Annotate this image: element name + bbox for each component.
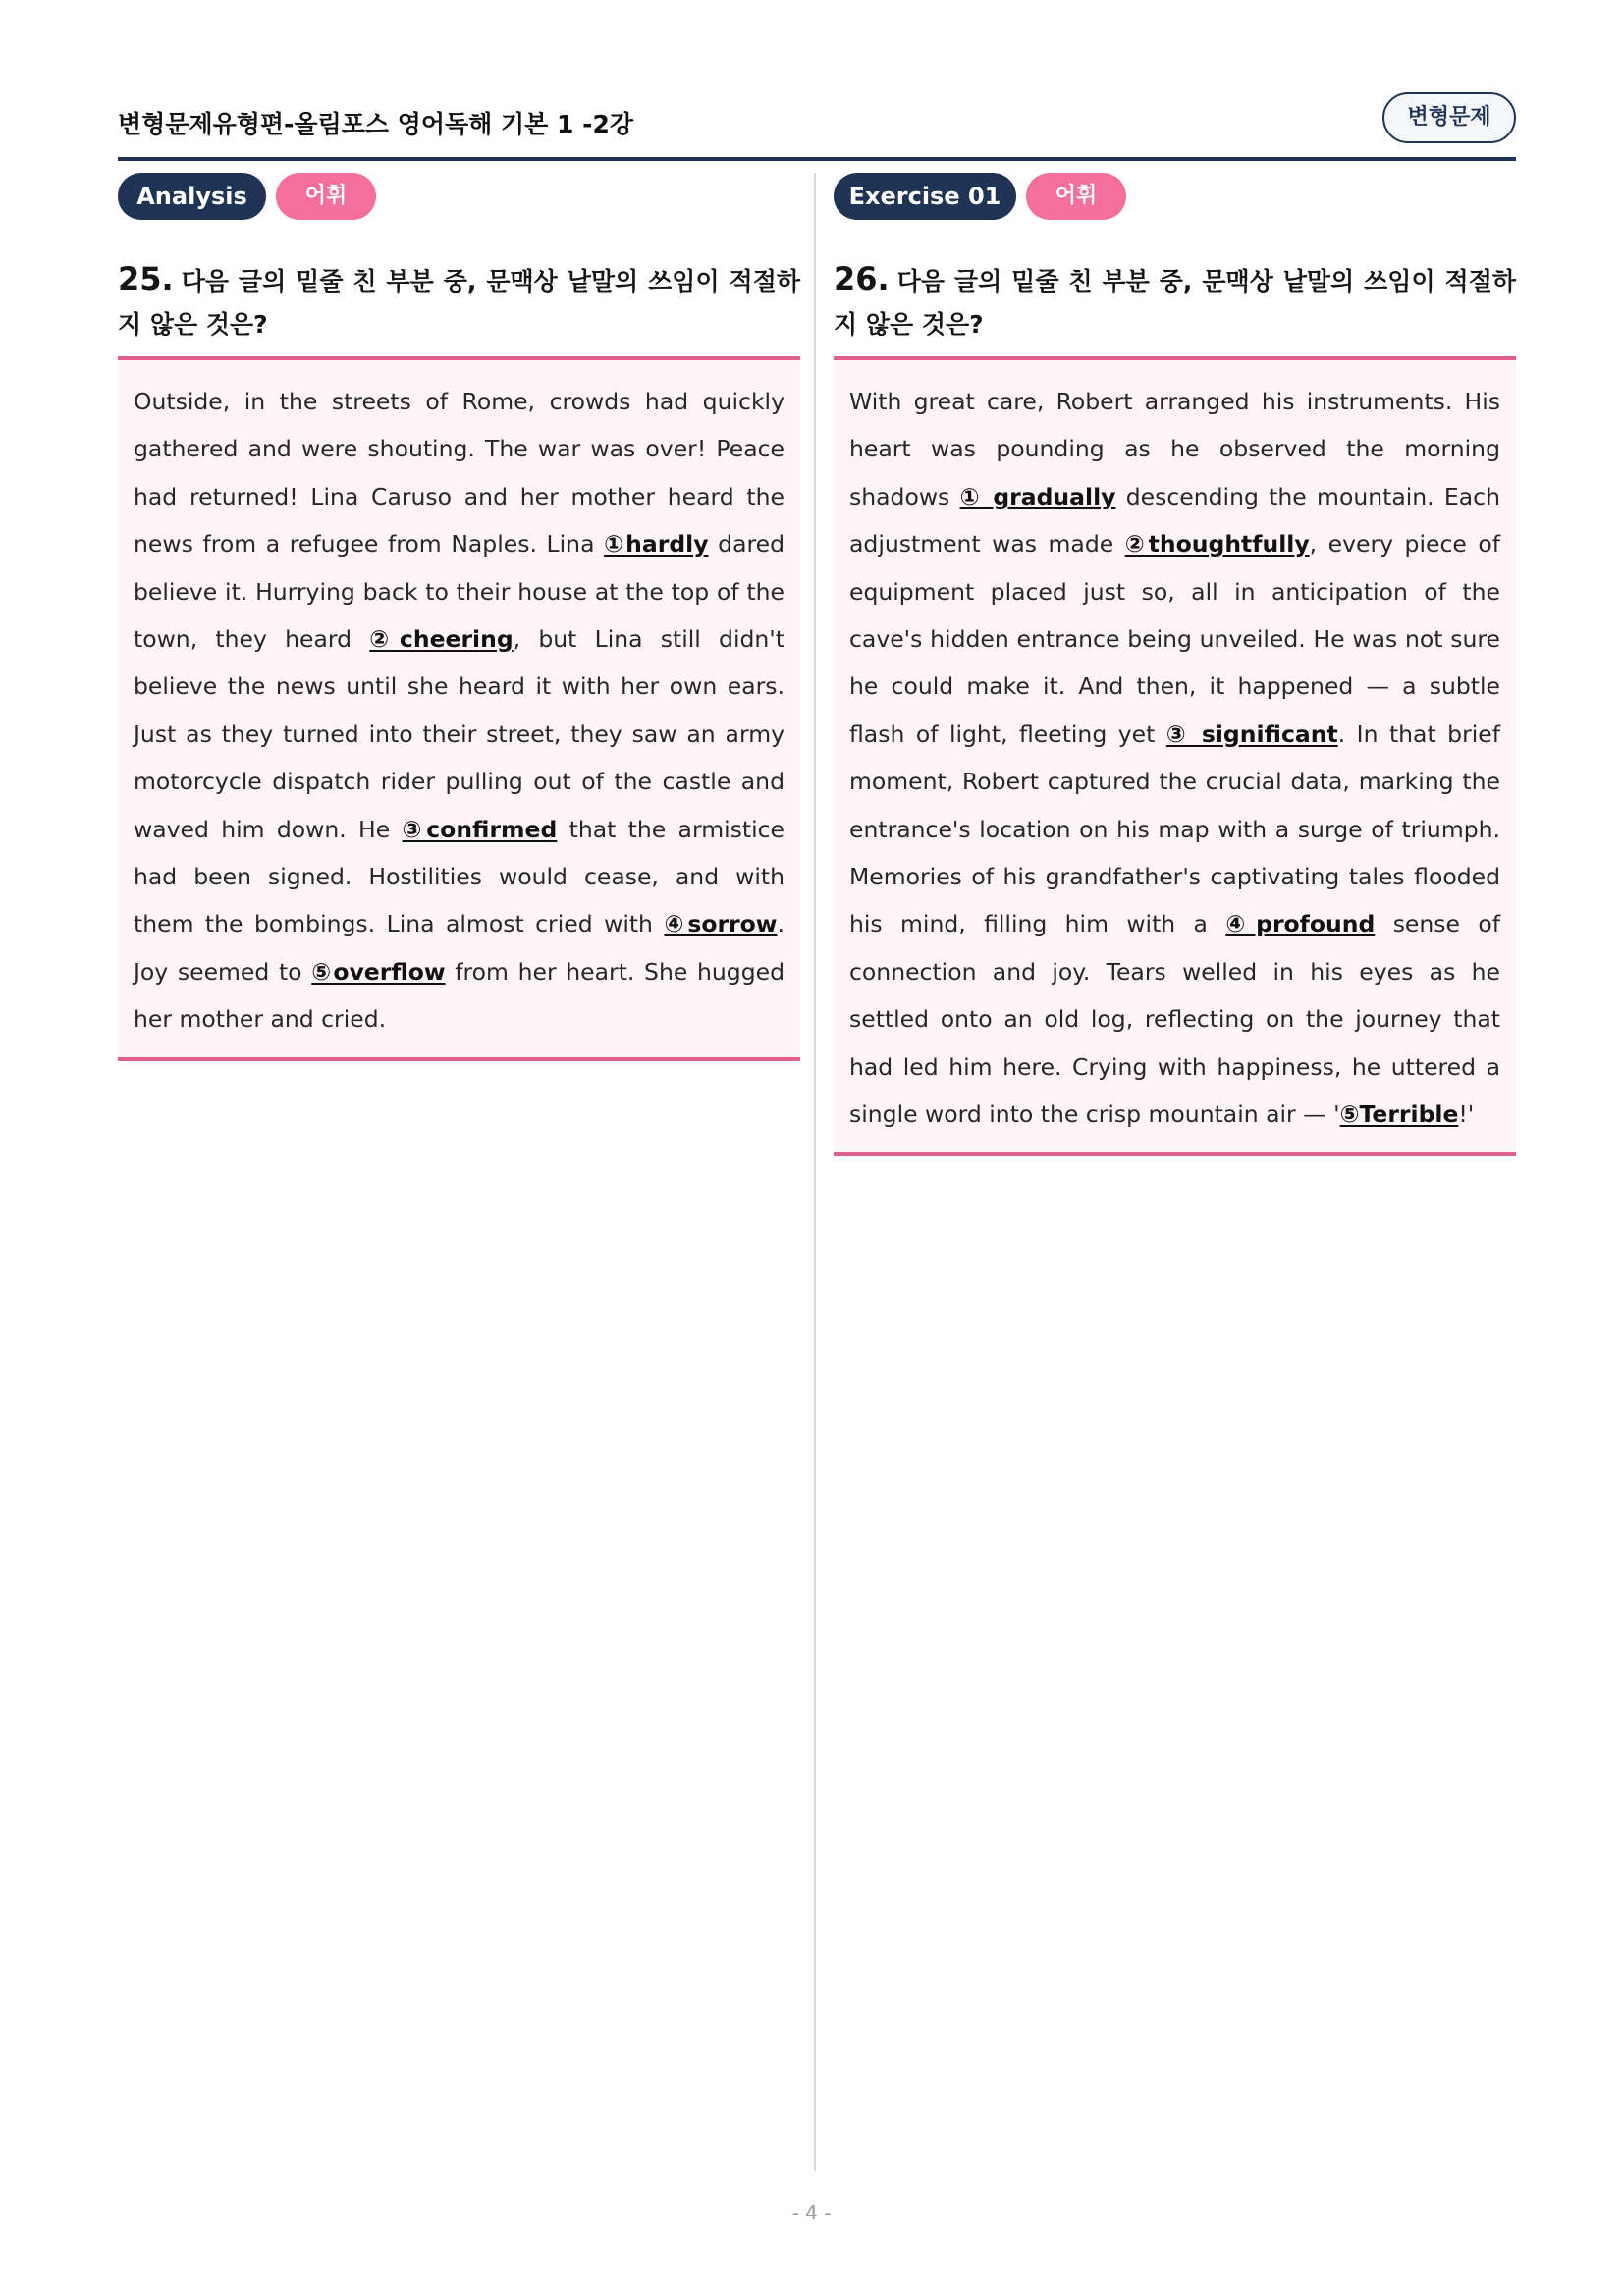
underlined-choice-1: ①hardly: [604, 530, 709, 559]
passage-text: . Joy seemed to: [134, 910, 784, 986]
question-text: 다음 글의 밑줄 친 부분 중, 문맥상 낱말의 쓰임이 적절하지 않은 것은?: [834, 267, 1516, 339]
underlined-choice-3: ③confirmed: [402, 815, 558, 843]
passage-text: from her heart. She hugged her mother and cried.: [134, 957, 784, 1034]
left-tags: [118, 173, 800, 222]
underlined-choice-3: ③ significant: [1165, 720, 1338, 748]
question-26: [834, 257, 1516, 360]
question-25: [118, 257, 800, 360]
passage-text: Outside, in the streets of Rome, crowds had quickly gathered and were shouting. The war was over! Peace had returned! Lina Caruso and her mother heard the news from a refugee from Naples. Lina: [134, 388, 784, 559]
underlined-choice-1: ① gradually: [959, 482, 1116, 510]
page-header: [118, 92, 1516, 161]
underlined-choice-2: ②cheering: [369, 625, 514, 654]
passage-text: . In that brief moment, Robert captured the crucial data, marking the entrance's location on his map with a surge of triumph. Memories of his grandfather's captivating tales flooded his mind, filling him with a: [849, 720, 1500, 938]
underlined-choice-4: ④profound: [1225, 910, 1376, 938]
page-number: - 4 -: [791, 2201, 832, 2224]
vocab-category-tag: 어휘: [1026, 173, 1126, 220]
passage-25: [118, 360, 800, 1061]
question-text: 다음 글의 밑줄 친 부분 중, 문맥상 낱말의 쓰임이 적절하지 않은 것은?: [118, 267, 800, 339]
analysis-tag: Analysis: [118, 173, 266, 220]
passage-text: , but Lina still didn't believe the news until she heard it with her own ears. Just as they turned into their street, they saw an army motorcycle dispatch rider pulling out of the castle and waved him down. He: [134, 625, 784, 843]
page-title: 변형문제유형편-올림포스 영어독해 기본 1 -2강: [118, 110, 634, 138]
underlined-choice-4: ④sorrow: [664, 910, 778, 938]
passage-text: dared believe it. Hurrying back to their house at the top of the town, they heard: [134, 530, 784, 654]
passage-text: descending the mountain. Each adjustment was made: [849, 482, 1500, 559]
right-tags: [834, 173, 1516, 222]
passage-text: With great care, Robert arranged his instruments. His heart was pounding as he observed the morning shadows: [849, 388, 1500, 510]
column-divider: [814, 173, 816, 2171]
passage-26: [834, 360, 1516, 1156]
left-column: [118, 173, 800, 1061]
question-number: 25.: [118, 260, 174, 297]
passage-text: sense of connection and joy. Tears welled in his eyes as he settled onto an old log, reflecting on the journey that had led him here. Crying with happiness, he uttered a single word into the crisp mountain air — ': [849, 910, 1501, 1129]
right-column: [834, 173, 1516, 1156]
exercise-tag: Exercise 01: [834, 173, 1016, 220]
passage-text: that the armistice had been signed. Hostilities would cease, and with them the bombings. Lina almost cried with: [134, 815, 784, 938]
underlined-choice-5: ⑤Terrible: [1339, 1100, 1459, 1129]
passage-text: !': [1458, 1100, 1475, 1129]
passage-text: , every piece of equipment placed just so, all in anticipation of the cave's hidden entrance being unveiled. He was not sure he could make it. And then, it happened — a subtle flash of light, fleeting yet: [849, 530, 1500, 748]
vocab-category-tag: 어휘: [276, 173, 376, 220]
underlined-choice-2: ②thoughtfully: [1124, 530, 1310, 559]
underlined-choice-5: ⑤overflow: [311, 957, 446, 986]
type-badge: 변형문제: [1382, 92, 1516, 143]
question-number: 26.: [834, 260, 890, 297]
